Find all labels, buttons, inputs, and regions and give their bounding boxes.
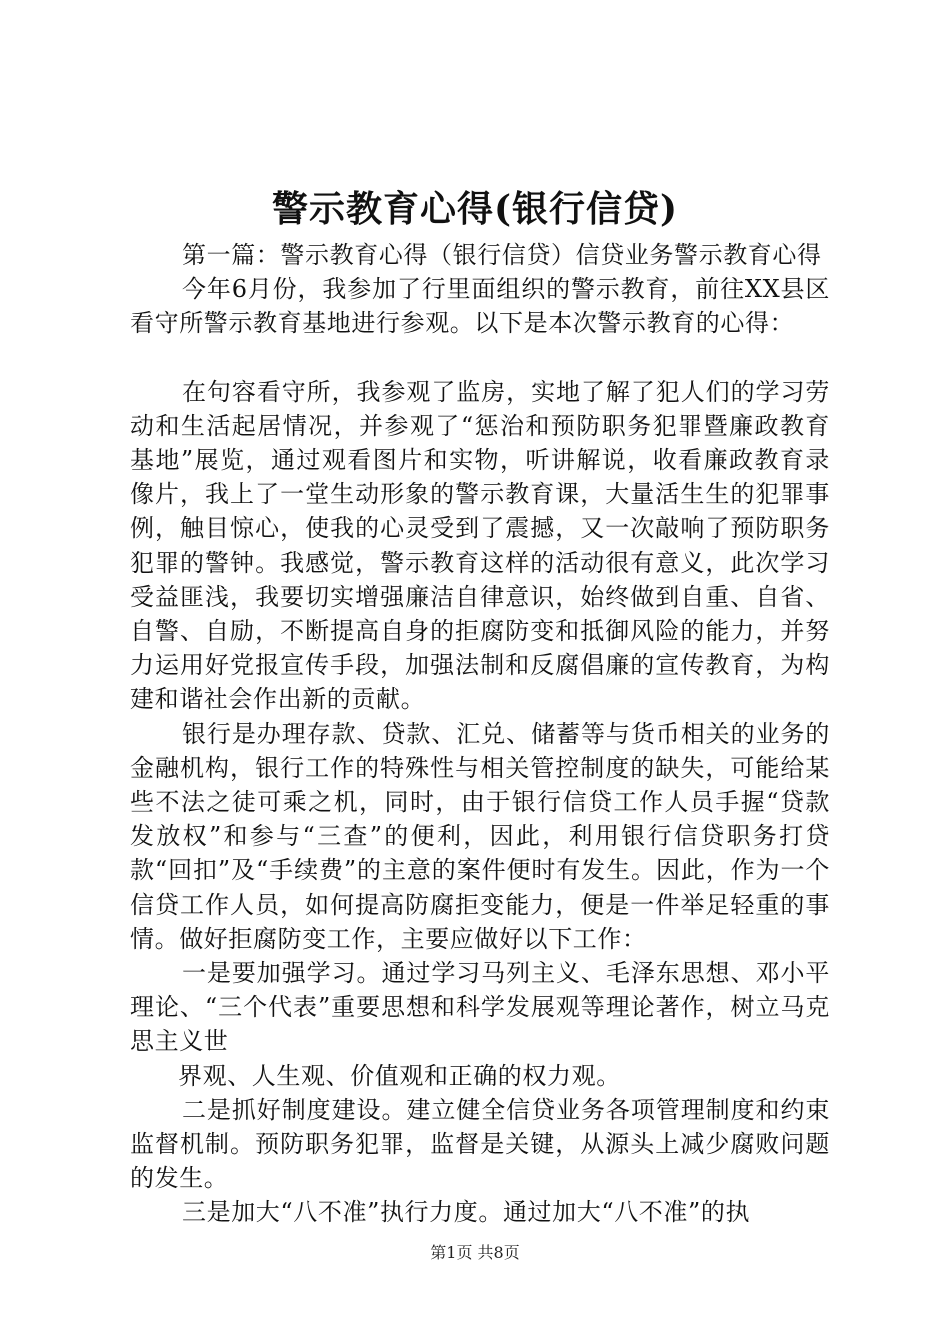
paragraph-point-two: 二是抓好制度建设。建立健全信贷业务各项管理制度和约束监督机制。预防职务犯罪，监督是关键，从源头上减少腐败问题的发生。 [130,1095,830,1193]
paragraph-bank: 银行是办理存款、贷款、汇兑、储蓄等与货币相关的业务的金融机构，银行工作的特殊性与相关管控制度的缺失，可能给某些不法之徒可乘之机，同时，由于银行信贷工作人员手握“贷款发放权”和参与“三查”的便利，因此，利用银行信贷职务打贷款“回扣”及“手续费”的主意的案件便时有发生。因此，作为一个信贷工作人员，如何提高防腐拒变能力，便是一件举足轻重的事情。做好拒腐防变工作，主要应做好以下工作： [130,719,830,953]
paragraph-visit: 在句容看守所，我参观了监房，实地了解了犯人们的学习劳动和生活起居情况，并参观了“惩治和预防职务犯罪暨廉政教育基地”展览，通过观看图片和实物，听讲解说，收看廉政教育录像片，我上了一堂生动形象的警示教育课，大量活生生的犯罪事例，触目惊心，使我的心灵受到了震撼，又一次敲响了预防职务犯罪的警钟。我感觉，警示教育这样的活动很有意义，此次学习受益匪浅，我要切实增强廉洁自律意识，始终做到自重、自省、自警、自励，不断提高自身的拒腐防变和抵御风险的能力，并努力运用好党报宣传手段，加强法制和反腐倡廉的宣传教育，为构建和谐社会作出新的贡献。 [130,377,830,714]
page-number: 第1页 共8页 [430,1243,520,1262]
document-body [130,238,830,1230]
paragraph-point-three: 三是加大“八不准”执行力度。通过加大“八不准”的执 [182,1198,751,1227]
paragraph-point-one: 一是要加强学习。通过学习马列主义、毛泽东思想、邓小平理论、“三个代表”重要思想和科学发展观等理论著作，树立马克思主义世 [130,959,830,1056]
paragraph-intro: 今年6月份，我参加了行里面组织的警示教育，前往XX县区看守所警示教育基地进行参观。以下是本次警示教育的心得： [130,275,830,338]
paragraph-point-one-continued: 界观、人生观、价值观和正确的权力观。 [178,1061,621,1090]
paragraph-heading: 第一篇：警示教育心得（银行信贷）信贷业务警示教育心得 [182,241,822,269]
document-title: 警示教育心得(银行信贷) [271,188,679,230]
